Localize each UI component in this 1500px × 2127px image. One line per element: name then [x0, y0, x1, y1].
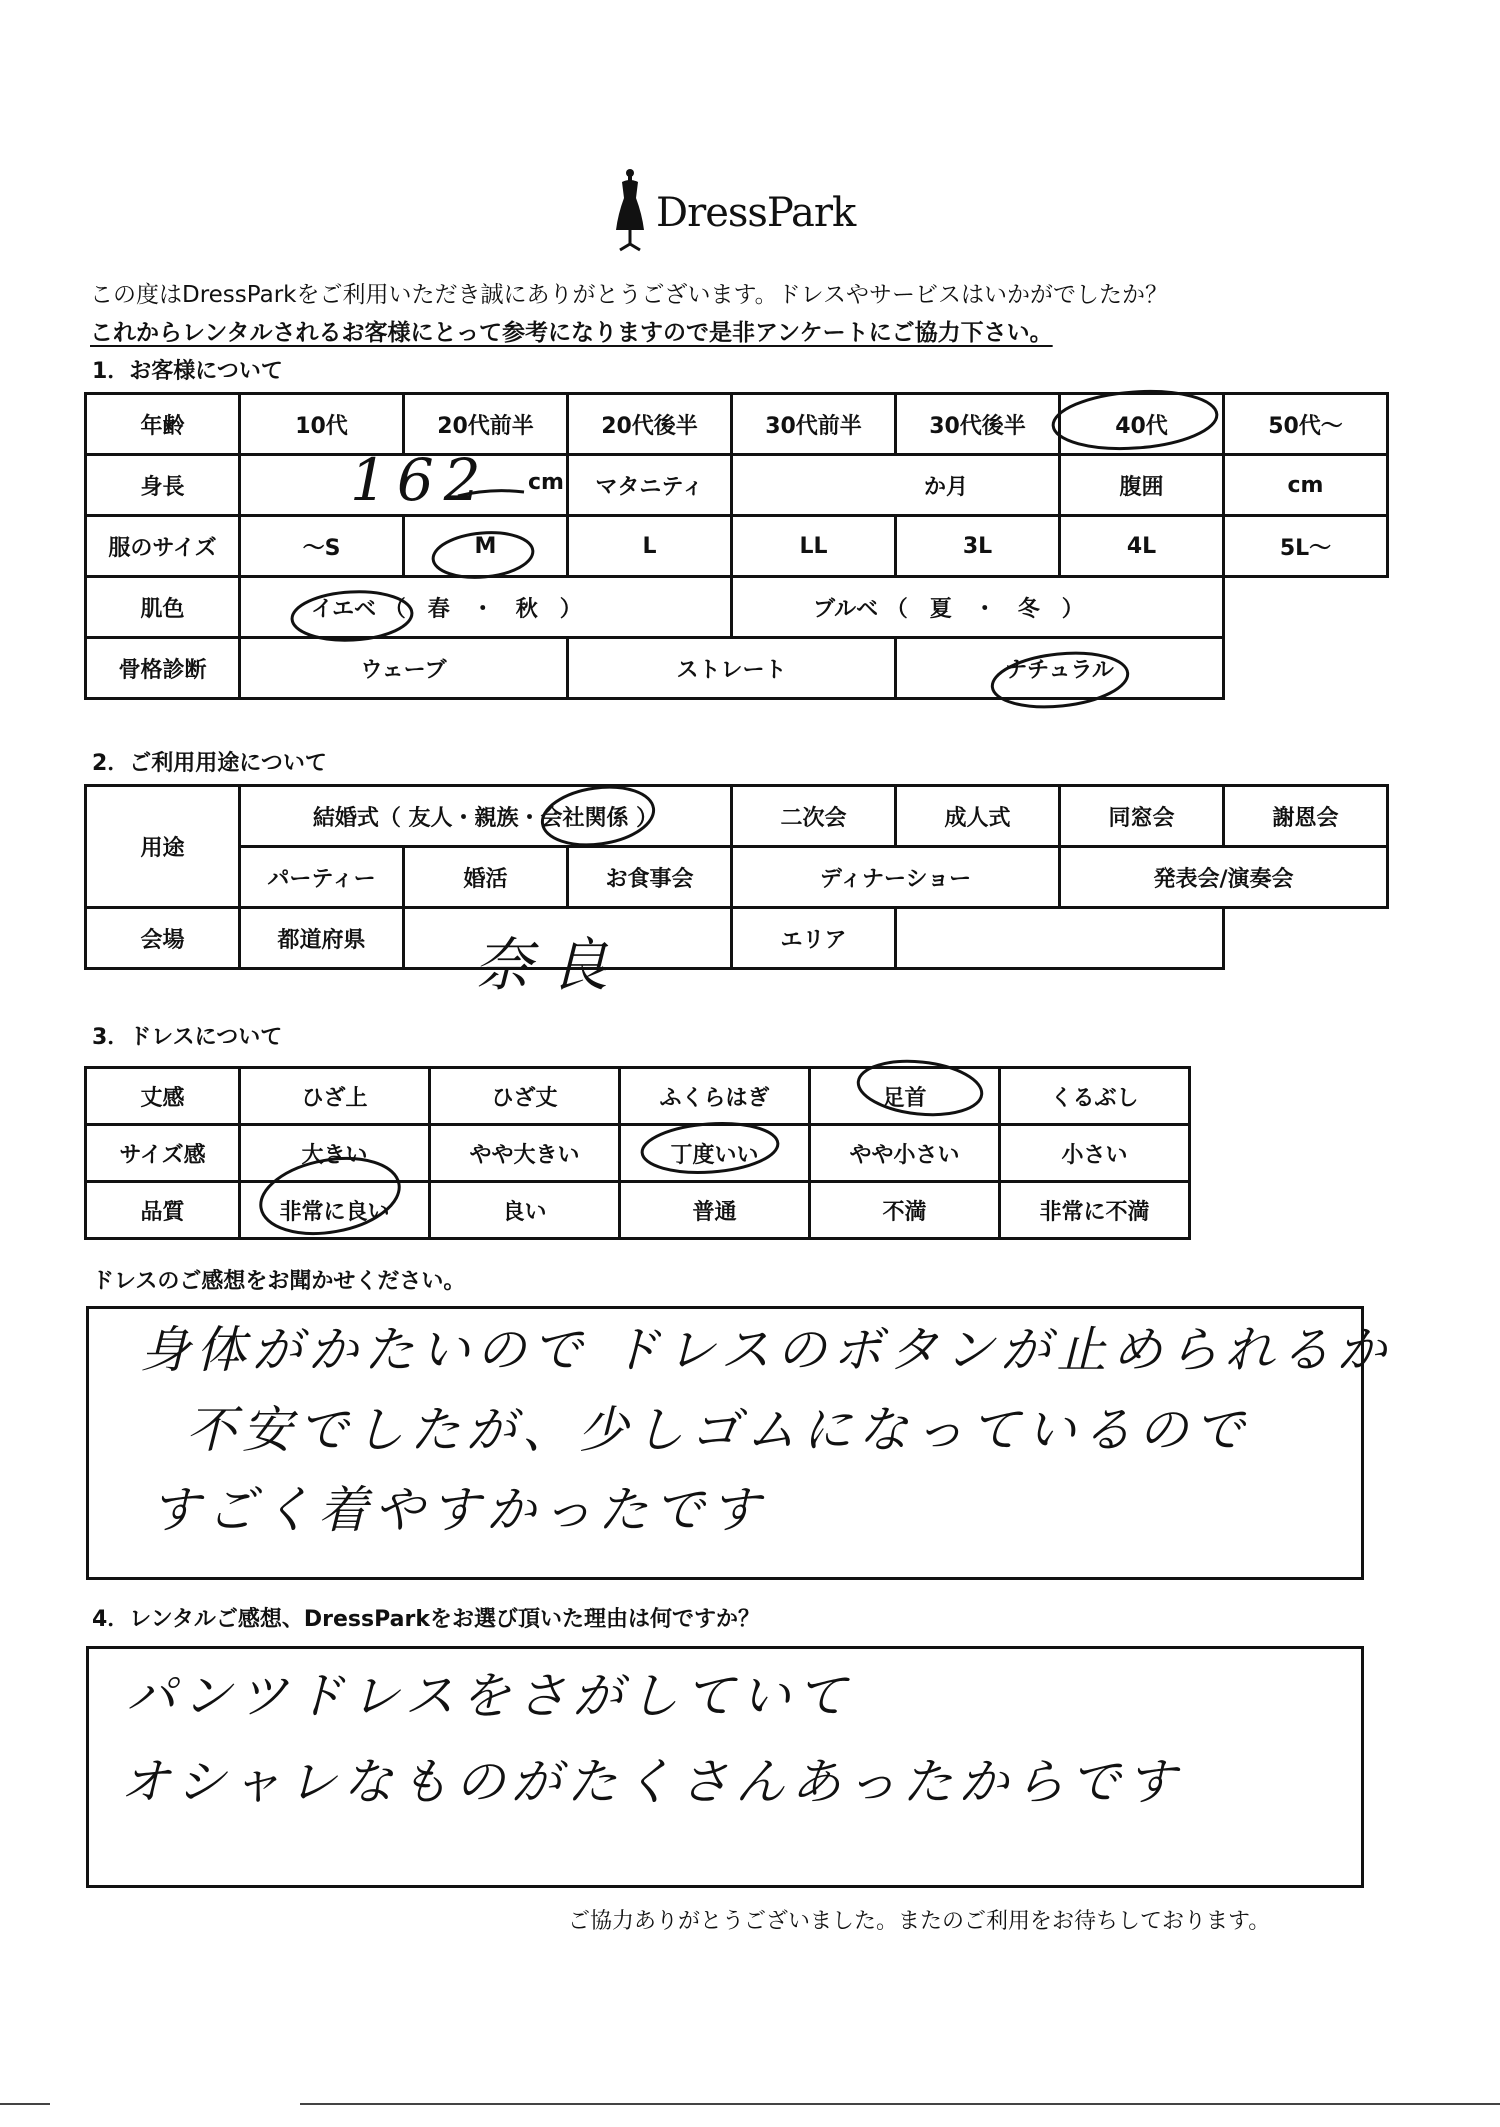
size-option[interactable]: LL: [732, 516, 896, 577]
section-1-title: 1．お客様について: [92, 359, 283, 384]
usage-option[interactable]: お食事会: [568, 847, 732, 908]
section-3-title: 3．ドレスについて: [92, 1025, 283, 1050]
maternity-label: マタニティ: [568, 455, 732, 516]
prefecture-handwritten: 奈良: [474, 931, 627, 999]
scan-edge-line: [0, 2103, 50, 2105]
fit-option[interactable]: やや大きい: [430, 1125, 620, 1182]
footer-thanks: ご協力ありがとうございました。またのご利用をお待ちしております。: [568, 1909, 1271, 1934]
usage-option[interactable]: 婚活: [404, 847, 568, 908]
comment-line: 不安でしたが、少しゴムになっているので: [186, 1401, 1250, 1459]
size-option[interactable]: 5L～: [1224, 516, 1388, 577]
usage-option[interactable]: 謝恩会: [1224, 786, 1388, 847]
age-option[interactable]: 50代～: [1224, 394, 1388, 455]
maternity-months[interactable]: か月: [732, 455, 1060, 516]
fit-option[interactable]: 大きい: [240, 1125, 430, 1182]
length-option[interactable]: ひざ上: [240, 1068, 430, 1125]
skin-blue: ブルベ: [813, 596, 879, 622]
intro-text: この度はDressParkをご利用いただき誠にありがとうございます。ドレスやサービスはいかがでしたか？: [90, 282, 1168, 308]
prefecture-label: 都道府県: [240, 908, 404, 969]
height-handwritten: 162: [350, 446, 491, 514]
size-option[interactable]: 4L: [1060, 516, 1224, 577]
size-option[interactable]: ～S: [240, 516, 404, 577]
usage-label: 用途: [86, 786, 240, 908]
skin-blue-seasons: （ 夏 ・ 冬 ）: [885, 596, 1084, 622]
comment-line: 身体がかたいので ドレスのボタンが止められるか: [140, 1321, 1393, 1379]
age-option[interactable]: 20代後半: [568, 394, 732, 455]
cm-underline: [458, 491, 524, 496]
age-option[interactable]: 30代前半: [732, 394, 896, 455]
usage-option[interactable]: ディナーショー: [732, 847, 1060, 908]
circle-mark-length: [856, 1056, 985, 1121]
quality-option-selected[interactable]: 非常に良い: [240, 1182, 430, 1239]
frame-option[interactable]: ウェーブ: [240, 638, 568, 699]
frame-label: 骨格診断: [86, 638, 240, 699]
circle-mark-usage: [539, 780, 658, 851]
skin-yellow: イエベ: [311, 596, 377, 622]
age-option[interactable]: 20代前半: [404, 394, 568, 455]
usage-option[interactable]: 同窓会: [1060, 786, 1224, 847]
reason-line: パンツドレスをさがしていて: [126, 1667, 853, 1725]
circle-mark-size: [431, 529, 534, 582]
size-option[interactable]: 3L: [896, 516, 1060, 577]
area-label: エリア: [732, 908, 896, 969]
scan-edge-line: [300, 2103, 1500, 2105]
usage-option[interactable]: 成人式: [896, 786, 1060, 847]
frame-option-selected[interactable]: ナチュラル: [896, 638, 1224, 699]
wedding-option[interactable]: 結婚式（ 友人・親族・会社関係 ）: [240, 786, 732, 847]
quality-option[interactable]: 非常に不満: [1000, 1182, 1190, 1239]
reason-line: オシャレなものがたくさんあったからです: [120, 1753, 1182, 1811]
circle-mark-skin: [291, 589, 413, 643]
age-option-selected[interactable]: 40代: [1060, 394, 1224, 455]
size-option-selected[interactable]: M: [404, 516, 568, 577]
size-option[interactable]: L: [568, 516, 732, 577]
fit-option[interactable]: やや小さい: [810, 1125, 1000, 1182]
comment-line: すごく着やすかったです: [150, 1481, 766, 1539]
skin-yellow-seasons: （ 春 ・ 秋 ）: [383, 596, 582, 622]
fit-option[interactable]: 小さい: [1000, 1125, 1190, 1182]
length-option-selected[interactable]: 足首: [810, 1068, 1000, 1125]
age-option[interactable]: 30代後半: [896, 394, 1060, 455]
quality-label: 品質: [86, 1182, 240, 1239]
usage-option[interactable]: 二次会: [732, 786, 896, 847]
length-option[interactable]: ひざ丈: [430, 1068, 620, 1125]
height-unit: cm: [528, 470, 564, 495]
section-2-title: 2．ご利用用途について: [92, 751, 327, 776]
skin-label: 肌色: [86, 577, 240, 638]
venue-label: 会場: [86, 908, 240, 969]
usage-option[interactable]: 発表会/演奏会: [1060, 847, 1388, 908]
fit-label: サイズ感: [86, 1125, 240, 1182]
circle-mark-fit: [640, 1119, 779, 1176]
usage-option[interactable]: パーティー: [240, 847, 404, 908]
quality-option[interactable]: 不満: [810, 1182, 1000, 1239]
comments-prompt: ドレスのご感想をお聞かせください。: [92, 1269, 466, 1294]
quality-option[interactable]: 良い: [430, 1182, 620, 1239]
circle-mark-frame: [990, 647, 1131, 713]
waist-label: 腹囲: [1060, 455, 1224, 516]
age-label: 年齢: [86, 394, 240, 455]
size-label: 服のサイズ: [86, 516, 240, 577]
section-4-title: 4．レンタルご感想、DressParkをお選び頂いた理由は何ですか？: [92, 1607, 760, 1632]
length-label: 丈感: [86, 1068, 240, 1125]
age-option[interactable]: 10代: [240, 394, 404, 455]
brand-name: DressPark: [656, 190, 856, 236]
height-label: 身長: [86, 455, 240, 516]
circle-mark-quality: [255, 1148, 405, 1243]
circle-mark-age: [1051, 386, 1219, 453]
frame-option[interactable]: ストレート: [568, 638, 896, 699]
quality-option[interactable]: 普通: [620, 1182, 810, 1239]
length-option[interactable]: ふくらはぎ: [620, 1068, 810, 1125]
fit-option-selected[interactable]: 丁度いい: [620, 1125, 810, 1182]
intro-request: これからレンタルされるお客様にとって参考になりますので是非アンケートにご協力下さい。: [90, 320, 1053, 346]
length-option[interactable]: くるぶし: [1000, 1068, 1190, 1125]
waist-field[interactable]: cm: [1224, 455, 1388, 516]
